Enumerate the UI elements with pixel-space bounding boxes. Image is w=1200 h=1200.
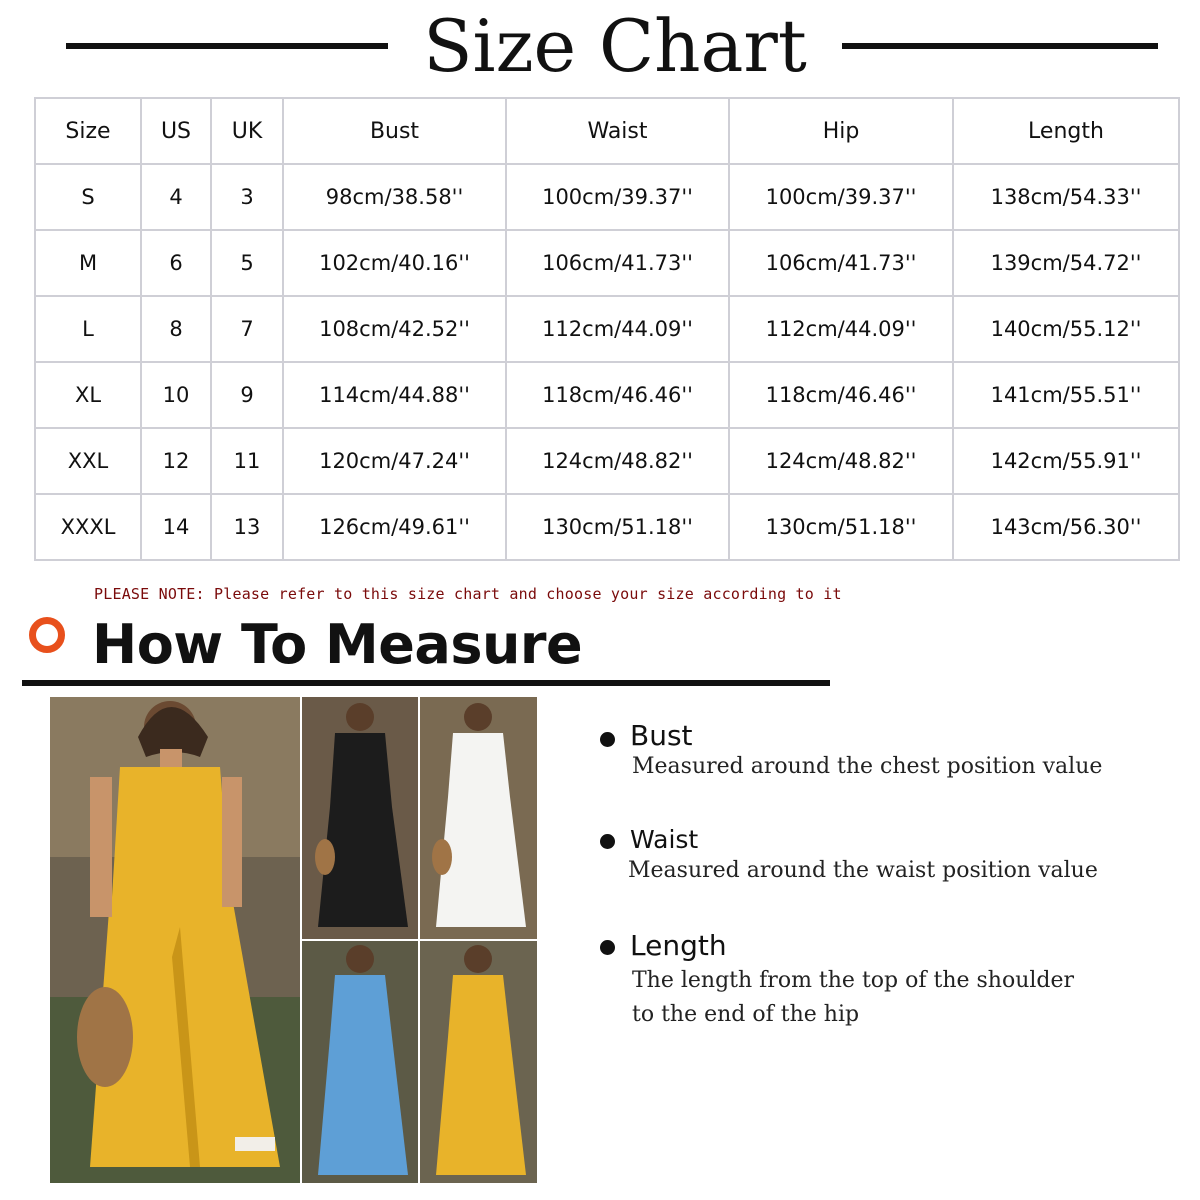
table-row bbox=[35, 428, 1179, 494]
table-row bbox=[35, 296, 1179, 362]
table-cell: 112cm/44.09'' bbox=[506, 296, 729, 362]
table-row bbox=[35, 494, 1179, 560]
measure-item-waist bbox=[596, 824, 1156, 914]
table-cell: 4 bbox=[141, 164, 211, 230]
table-cell: 140cm/55.12'' bbox=[953, 296, 1179, 362]
table-cell: 124cm/48.82'' bbox=[729, 428, 953, 494]
table-cell: 114cm/44.88'' bbox=[283, 362, 506, 428]
column-header: Hip bbox=[729, 98, 953, 164]
table-cell: 130cm/51.18'' bbox=[506, 494, 729, 560]
page-title: Size Chart bbox=[423, 4, 807, 88]
column-header: Size bbox=[35, 98, 141, 164]
table-cell: 118cm/46.46'' bbox=[506, 362, 729, 428]
model-photo bbox=[50, 697, 537, 1183]
measure-description: Measured around the chest position value bbox=[632, 754, 1103, 779]
circle-bullet-icon bbox=[29, 617, 65, 653]
table-cell: XXL bbox=[35, 428, 141, 494]
table-cell: 142cm/55.91'' bbox=[953, 428, 1179, 494]
table-cell: 5 bbox=[211, 230, 283, 296]
column-header: UK bbox=[211, 98, 283, 164]
how-to-measure-title: How To Measure bbox=[92, 613, 583, 676]
table-cell: 124cm/48.82'' bbox=[506, 428, 729, 494]
bullet-icon bbox=[600, 940, 615, 955]
table-cell: 118cm/46.46'' bbox=[729, 362, 953, 428]
table-cell: 10 bbox=[141, 362, 211, 428]
table-cell: 141cm/55.51'' bbox=[953, 362, 1179, 428]
table-cell: 100cm/39.37'' bbox=[729, 164, 953, 230]
table-row bbox=[35, 164, 1179, 230]
table-cell: L bbox=[35, 296, 141, 362]
table-cell: S bbox=[35, 164, 141, 230]
measure-description: Measured around the waist position value bbox=[628, 858, 1098, 883]
table-row bbox=[35, 362, 1179, 428]
size-note: PLEASE NOTE: Please refer to this size chart and choose your size according to it bbox=[94, 585, 842, 603]
column-header: Length bbox=[953, 98, 1179, 164]
table-cell: 143cm/56.30'' bbox=[953, 494, 1179, 560]
measure-label: Length bbox=[630, 929, 727, 962]
table-cell: 138cm/54.33'' bbox=[953, 164, 1179, 230]
table-cell: 102cm/40.16'' bbox=[283, 230, 506, 296]
table-cell: XL bbox=[35, 362, 141, 428]
table-header-row bbox=[35, 98, 1179, 164]
table-cell: 98cm/38.58'' bbox=[283, 164, 506, 230]
measure-item-bust bbox=[596, 720, 1156, 810]
table-cell: 14 bbox=[141, 494, 211, 560]
table-cell: XXXL bbox=[35, 494, 141, 560]
how-to-measure-rule bbox=[22, 680, 830, 686]
table-cell: 3 bbox=[211, 164, 283, 230]
table-cell: 130cm/51.18'' bbox=[729, 494, 953, 560]
table-cell: 126cm/49.61'' bbox=[283, 494, 506, 560]
table-row bbox=[35, 230, 1179, 296]
size-table bbox=[34, 97, 1180, 561]
table-cell: 8 bbox=[141, 296, 211, 362]
bullet-icon bbox=[600, 732, 615, 747]
title-rule-right bbox=[842, 43, 1158, 49]
table-cell: 7 bbox=[211, 296, 283, 362]
table-cell: M bbox=[35, 230, 141, 296]
table-cell: 106cm/41.73'' bbox=[506, 230, 729, 296]
table-cell: 112cm/44.09'' bbox=[729, 296, 953, 362]
table-cell: 6 bbox=[141, 230, 211, 296]
table-cell: 11 bbox=[211, 428, 283, 494]
table-cell: 106cm/41.73'' bbox=[729, 230, 953, 296]
bullet-icon bbox=[600, 834, 615, 849]
measure-label: Waist bbox=[630, 825, 699, 854]
measure-item-length bbox=[596, 930, 1156, 1040]
column-header: US bbox=[141, 98, 211, 164]
table-cell: 120cm/47.24'' bbox=[283, 428, 506, 494]
title-rule-left bbox=[66, 43, 388, 49]
table-cell: 9 bbox=[211, 362, 283, 428]
measure-label: Bust bbox=[630, 719, 693, 752]
table-cell: 13 bbox=[211, 494, 283, 560]
measure-description: The length from the top of the shoulder to the end of the hip bbox=[632, 968, 1075, 1027]
table-cell: 100cm/39.37'' bbox=[506, 164, 729, 230]
column-header: Bust bbox=[283, 98, 506, 164]
table-cell: 108cm/42.52'' bbox=[283, 296, 506, 362]
column-header: Waist bbox=[506, 98, 729, 164]
table-cell: 139cm/54.72'' bbox=[953, 230, 1179, 296]
size-chart-header bbox=[0, 0, 1200, 95]
table-cell: 12 bbox=[141, 428, 211, 494]
